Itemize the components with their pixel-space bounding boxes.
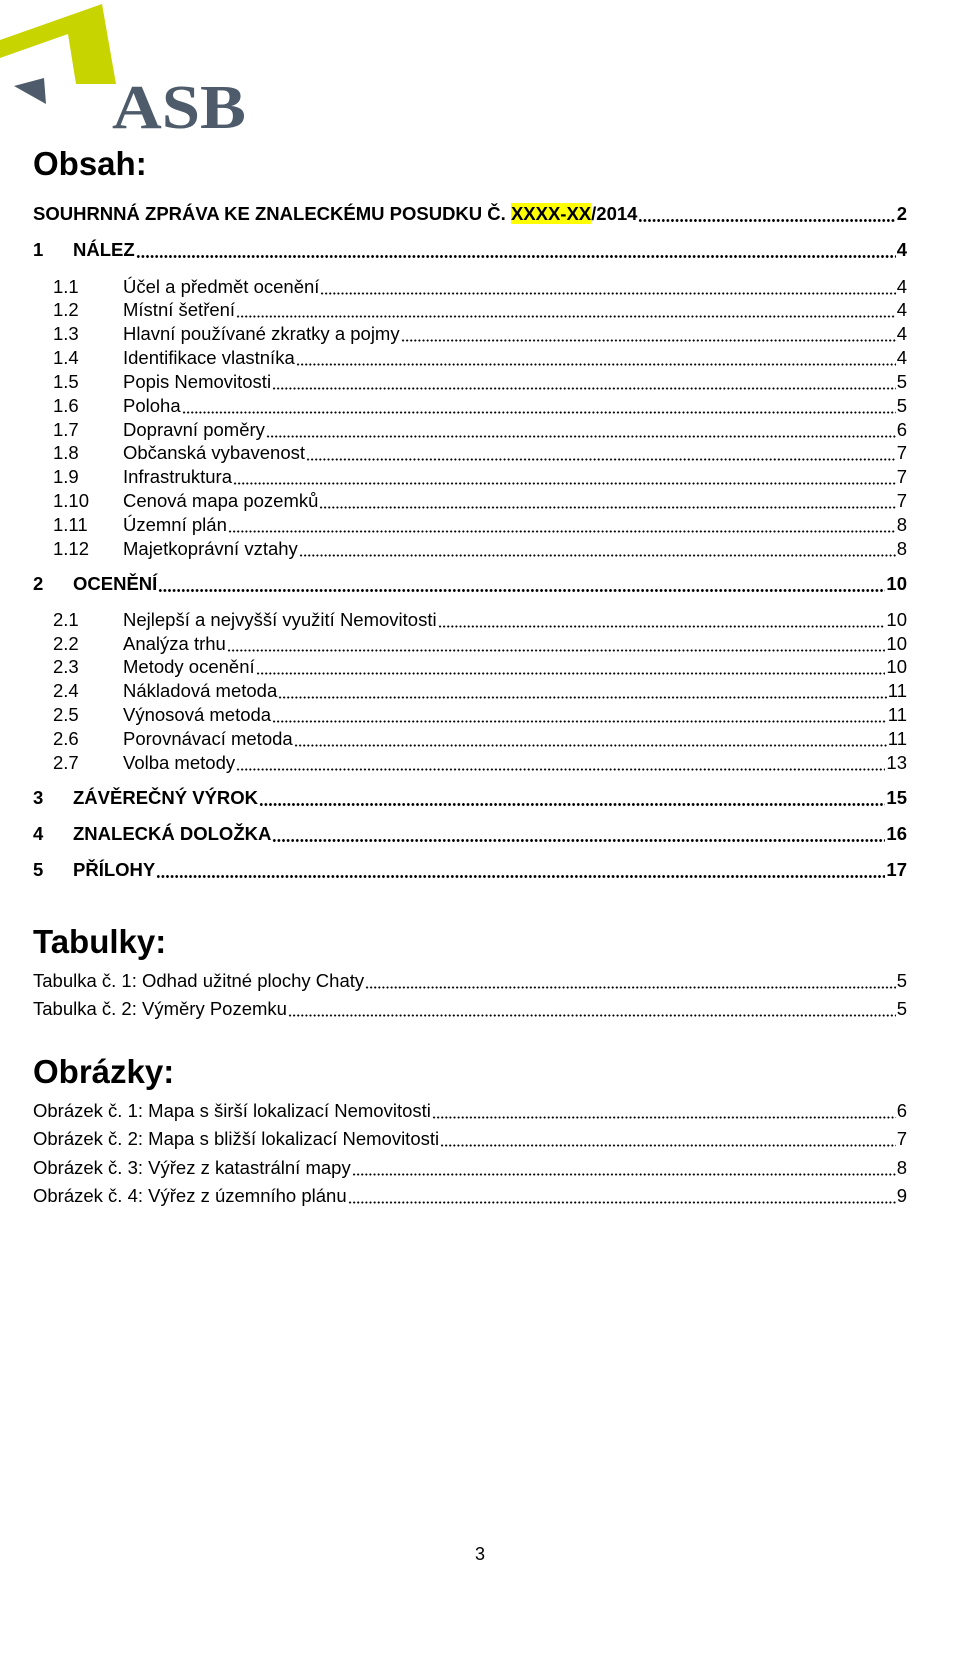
toc-item[interactable] [33,441,907,465]
toc-item[interactable] [33,655,907,679]
dot-leader [182,396,896,414]
toc-title: Územní plán [123,514,227,535]
toc-page-number: 11 [887,728,907,749]
dot-leader [272,705,887,723]
table-list-item[interactable] [33,969,907,993]
toc-title: Majetkoprávní vztahy [123,538,298,559]
logo-text: ASB [112,74,246,140]
dot-leader [638,204,895,222]
logo-mark [14,78,46,104]
figures-heading: Obrázky: [33,1053,175,1090]
toc-section-1[interactable] [33,238,907,262]
toc-page-number: 11 [887,680,907,701]
toc-title: Poloha [123,395,181,416]
highlight: XXXX-XX [510,203,592,224]
dot-leader [306,443,896,461]
toc-page-number: 4 [896,323,907,344]
toc-page-number: 5 [896,371,907,392]
toc-number: 1.5 [53,371,79,392]
toc-title: OCENĚNÍ [73,573,158,594]
toc-number: 1 [33,239,44,260]
logo-chevron [0,4,116,84]
toc-summary[interactable] [33,202,907,226]
toc-item[interactable] [33,322,907,346]
dot-leader [365,971,896,989]
toc-item[interactable] [33,608,907,632]
toc-number: 2.2 [53,633,79,654]
toc-number: 2 [33,573,44,594]
dot-leader [136,240,896,258]
toc-page-number: 4 [896,299,907,320]
toc-item[interactable] [33,703,907,727]
figure-list-item[interactable] [33,1184,907,1208]
dot-leader [438,610,886,628]
toc-title: Identifikace vlastníka [123,347,295,368]
toc-title: Místní šetření [123,299,236,320]
toc-item[interactable] [33,465,907,489]
dot-leader [278,681,887,699]
toc-title: Obrázek č. 4: Výřez z územního plánu [33,1185,347,1206]
dot-leader [227,634,886,652]
dot-leader [158,574,885,592]
toc-page-number: 9 [896,1185,907,1206]
page-number: 3 [474,1544,485,1564]
toc-item[interactable] [33,751,907,775]
toc-item[interactable] [33,346,907,370]
toc-page-number: 11 [887,704,907,725]
toc-number: 3 [33,787,44,808]
toc-number: 1.1 [53,276,79,297]
toc-item[interactable] [33,275,907,299]
toc-title: Nákladová metoda [123,680,278,701]
dot-leader [320,277,895,295]
dot-leader [156,860,885,878]
dot-leader [348,1186,896,1204]
toc-item[interactable] [33,727,907,751]
toc-title: Popis Nemovitosti [123,371,272,392]
toc-page-number: 15 [886,787,907,808]
toc-section-5[interactable] [33,858,907,882]
toc-item[interactable] [33,489,907,513]
dot-leader [401,324,896,342]
asb-logo [0,0,260,140]
toc-title: NÁLEZ [73,239,135,260]
toc-number: 1.4 [53,347,79,368]
figure-list-item[interactable] [33,1127,907,1151]
toc-page-number: 10 [886,573,907,594]
toc-title: Občanská vybavenost [123,442,306,463]
toc-page-number: 10 [886,633,907,654]
toc-number: 1.12 [53,538,90,559]
toc-number: 2.6 [53,728,79,749]
toc-number: 5 [33,859,44,880]
toc-page-number: 16 [886,823,907,844]
toc-page-number: 13 [886,752,907,773]
toc-number: 4 [33,823,44,844]
toc-item[interactable] [33,679,907,703]
toc-page-number: 6 [896,419,907,440]
toc-page-number: 10 [886,609,907,630]
dot-leader [259,788,885,806]
toc-number: 1.3 [53,323,79,344]
toc-title: Infrastruktura [123,466,232,487]
dot-leader [233,467,896,485]
toc-page-number: 6 [896,1100,907,1121]
dot-leader [272,372,896,390]
toc-item[interactable] [33,513,907,537]
toc-page-number: 5 [896,970,907,991]
toc-title: Obrázek č. 1: Mapa s širší lokalizací Nemovitosti [33,1100,431,1121]
toc-page-number: 7 [896,466,907,487]
toc-number: 2.7 [53,752,79,773]
toc-title: Porovnávací metoda [123,728,293,749]
dot-leader [432,1101,896,1119]
toc-number: 1.2 [53,299,79,320]
toc-page-number: 8 [896,1157,907,1178]
contents-heading: Obsah: [33,145,147,182]
toc-item[interactable] [33,370,907,394]
toc-title: ZÁVĚREČNÝ VÝROK [73,787,259,808]
toc-item[interactable] [33,418,907,442]
toc-item[interactable] [33,298,907,322]
toc-number: 2.5 [53,704,79,725]
dot-leader [288,999,896,1017]
toc-title: Metody ocenění [123,656,255,677]
toc-page-number: 17 [886,859,907,880]
toc-title: PŘÍLOHY [73,859,156,880]
toc-page-number: 7 [896,442,907,463]
dot-leader [352,1158,896,1176]
toc-number: 1.7 [53,419,79,440]
toc-page-number: 8 [896,538,907,559]
toc-title: Výnosová metoda [123,704,272,725]
toc-title: Cenová mapa pozemků [123,490,319,511]
toc-page-number: 7 [896,490,907,511]
toc-number: 2.4 [53,680,79,701]
toc-title: Obrázek č. 2: Mapa s bližší lokalizací Nemovitosti [33,1128,440,1149]
dot-leader [272,824,885,842]
toc-page-number: 2 [896,203,907,224]
toc-title: ZNALECKÁ DOLOŽKA [73,823,272,844]
toc-page-number: 4 [896,239,907,260]
toc-number: 2.1 [53,609,79,630]
toc-item[interactable] [33,632,907,656]
toc-page-number: 10 [886,656,907,677]
table-list-item[interactable] [33,997,907,1021]
toc-page-number: 4 [896,276,907,297]
toc-title: Nejlepší a nejvyšší využití Nemovitosti [123,609,437,630]
toc-title: Analýza trhu [123,633,226,654]
toc-title: Účel a předmět ocenění [123,276,320,297]
dot-leader [294,729,887,747]
toc-item[interactable] [33,394,907,418]
toc-section-2[interactable] [33,572,907,596]
tables-heading: Tabulky: [33,923,167,960]
toc-page-number: 5 [896,998,907,1019]
figure-list-item[interactable] [33,1156,907,1180]
toc-number: 2.3 [53,656,79,677]
toc-number: 1.6 [53,395,79,416]
dot-leader [266,420,896,438]
toc-title: Dopravní poměry [123,419,265,440]
dot-leader [256,657,886,675]
toc-page-number: 5 [896,395,907,416]
toc-page-number: 7 [896,1128,907,1149]
dot-leader [236,753,885,771]
toc-title: Volba metody [123,752,236,773]
dot-leader [228,515,896,533]
toc-item[interactable] [33,537,907,561]
dot-leader [440,1129,896,1147]
toc-number: 1.8 [53,442,79,463]
toc-number: 1.10 [53,490,90,511]
dot-leader [299,539,896,557]
toc-page-number: 8 [896,514,907,535]
toc-section-4[interactable] [33,822,907,846]
toc-title: Obrázek č. 3: Výřez z katastrální mapy [33,1157,351,1178]
toc-number: 1.11 [53,514,88,535]
toc-summary-title: SOUHRNNÁ ZPRÁVA KE ZNALECKÉMU POSUDKU Č. XXXX-XX/2014 [33,203,638,224]
toc-number: 1.9 [53,466,79,487]
dot-leader [319,491,895,509]
toc-section-3[interactable] [33,786,907,810]
toc-title: Hlavní používané zkratky a pojmy [123,323,400,344]
toc-page-number: 4 [896,347,907,368]
dot-leader [296,348,896,366]
figure-list-item[interactable] [33,1099,907,1123]
toc-title: Tabulka č. 1: Odhad užitné plochy Chaty [33,970,365,991]
toc-title: Tabulka č. 2: Výměry Pozemku [33,998,287,1019]
dot-leader [236,300,896,318]
